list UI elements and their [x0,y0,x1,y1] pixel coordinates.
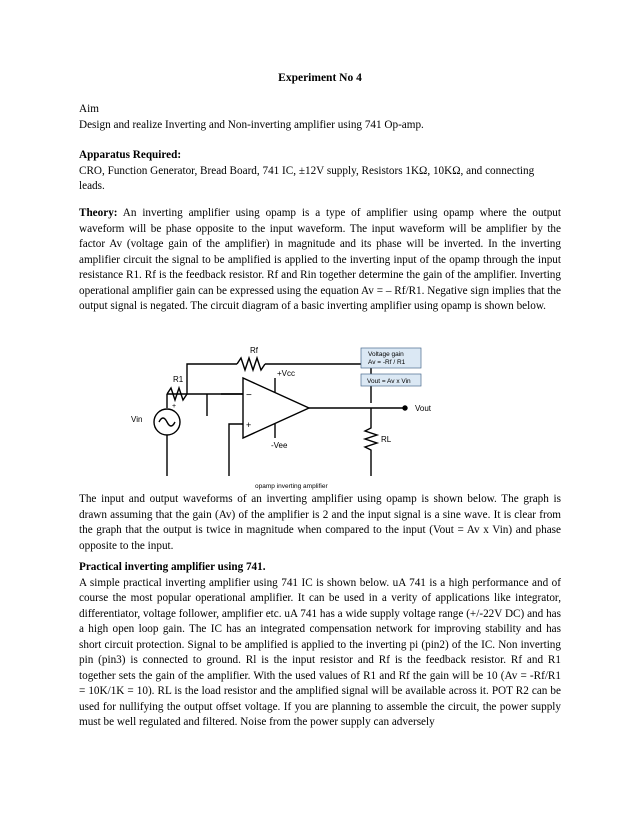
vin-label: Vin [131,415,143,424]
rf-resistor [237,358,265,370]
output-node [403,406,407,410]
page-title: Experiment No 4 [278,72,362,84]
rl-label: RL [381,435,392,444]
vcc-label: +Vcc [277,369,296,378]
theory-section [79,206,561,315]
waveform-text: The input and output waveforms of an inverting amplifier using opamp is shown below. The graph is drawn assuming that the gain (Av) of the amplifier is 2 and the input signal is a sine wave. It is clear from the graph that the output is twice in magnitude when compared to the input (Vout = Av x Vin) and phase opposite to the input. [79,493,561,552]
waveform-section [79,492,561,554]
aim-heading: Aim [79,103,99,115]
apparatus-section [79,148,561,195]
practical-text: A simple practical inverting amplifier using 741 IC is shown below. uA 741 is a high performance and of course the most popular operational amplifier. It can be used in a verity of applications like integrator, differentiator, voltage follower, amplifier etc. uA 741 has a wide supply voltage range (+/-22V DC) and has a high open loop gain. The IC has an integrated compensation network for improving stability and has short circuit protection. Signal to be amplified is applied to the inverting pi (pin2) of the IC. Non inverting pin (pin3) is connected to ground. Rl is the input resistor and Rf is the feedback resistor. Rf and R1 together sets the gain of the amplifier. With the used values of R1 and Rf the gain will be 10 (Av = -Rf/R1 = 10K/1K = 10). RL is the load resistor and the amplified signal will be available across it. POT R2 can be used for nullifying the output offset voltage. If you are planning to assemble the circuit, the power supply must be well regulated and filtered. Noise from the power supply can adversely [79,576,561,728]
rl-resistor [365,408,377,468]
sine-icon [159,418,175,426]
rf-label: Rf [250,346,258,355]
apparatus-heading: Apparatus Required: [79,149,182,161]
gain-box-line1: Voltage gain [368,351,404,358]
inverting-amplifier-diagram [125,328,455,490]
noninverting-ground-wire [229,424,243,468]
vout-label: Vout [415,404,432,413]
apparatus-text: CRO, Function Generator, Bread Board, 741 IC, ±12V supply, Resistors 1KΩ, 10KΩ, and connecting leads. [79,164,535,192]
gain-box-line2: Av = -Rf / R1 [368,359,406,366]
r1-label: R1 [173,375,184,384]
opamp-symbol [243,378,309,438]
theory-heading: Theory: [79,207,118,219]
practical-section [79,560,561,731]
theory-text: An inverting amplifier using opamp is a type of amplifier using opamp where the output waveform will be phase opposite to the input waveform. The input waveform will be amplifier by the factor Av (voltage gain of the amplifier) in magnitude and its phase will be inverted. In the inverting amplifier circuit the signal to be amplified is applied to the inverting input of the opamp through the input resistance R1. Rf is the feedback resistor. Rf and Rin together determine the gain of the amplifier. Inverting operational amplifier gain can be expressed using the equation Av = – Rf/R1. Negative sign implies that the output signal is negated. The circuit diagram of a basic inverting amplifier using opamp is shown below. [79,207,561,312]
noninverting-input-sign: + [246,420,252,430]
inverting-input-sign: − [246,390,252,401]
feedback-wire-left [187,364,237,394]
source-plus: + [172,403,177,410]
vee-label: -Vee [271,441,288,450]
practical-heading: Practical inverting amplifier using 741. [79,561,266,573]
aim-section [79,102,561,133]
aim-text: Design and realize Inverting and Non-inverting amplifier using 741 Op-amp. [79,118,424,131]
vout-box-text: Vout = Av x Vin [367,378,411,385]
diagram-caption: opamp inverting amplifier [255,483,328,490]
